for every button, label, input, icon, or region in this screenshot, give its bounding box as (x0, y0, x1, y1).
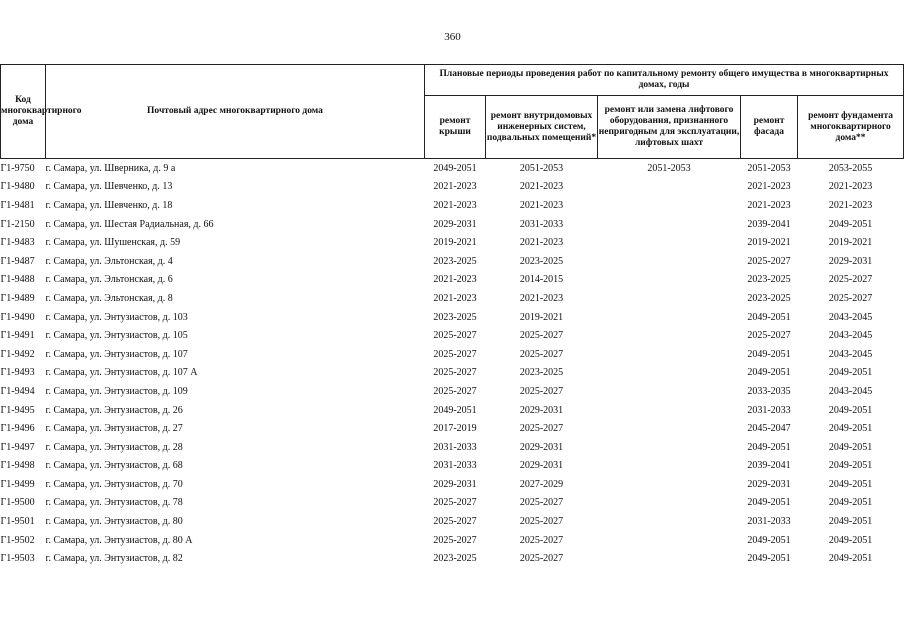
row-elevator (598, 252, 741, 271)
header-code: Код многоквартирного дома (1, 65, 46, 159)
header-facade: ремонт фасада (741, 96, 798, 159)
row-foundation: 2019-2021 (828, 237, 873, 249)
row-engineering: 2025-2027 (519, 423, 564, 435)
row-facade: 2049-2051 (747, 311, 791, 323)
row-engineering: 2021-2023 (519, 237, 564, 249)
row-elevator (598, 345, 741, 364)
row-elevator (598, 531, 741, 550)
row-code: Г1-9488 (0, 274, 35, 286)
table-row (1, 531, 904, 550)
row-address: г. Самара, ул. Энтузиастов, д. 107 А (45, 367, 198, 379)
row-engineering: 2025-2027 (519, 330, 564, 342)
row-foundation: 2049-2051 (828, 497, 873, 509)
row-engineering: 2025-2027 (519, 534, 564, 546)
row-foundation: 2025-2027 (828, 274, 873, 286)
row-code: Г1-9480 (0, 181, 35, 193)
row-facade: 2039-2041 (747, 218, 791, 230)
row-roof: 2025-2027 (433, 385, 477, 397)
row-roof: 2023-2025 (433, 553, 477, 565)
row-code: Г1-9501 (0, 516, 35, 528)
row-code: Г1-9491 (0, 330, 35, 342)
row-elevator (598, 178, 741, 197)
table-row (1, 271, 904, 290)
row-foundation: 2049-2051 (828, 404, 873, 416)
row-facade: 2049-2051 (747, 441, 791, 453)
row-address: г. Самара, ул. Энтузиастов, д. 82 (45, 553, 183, 565)
table-row (1, 494, 904, 513)
row-foundation: 2029-2031 (828, 255, 873, 267)
row-engineering: 2025-2027 (519, 385, 564, 397)
header-foundation: ремонт фундамента многоквартирного дома** (798, 96, 904, 159)
page-number: 360 (444, 31, 461, 43)
table-row (1, 326, 904, 345)
row-elevator (598, 494, 741, 513)
row-address: г. Самара, ул. Энтузиастов, д. 78 (45, 497, 183, 509)
row-engineering: 2021-2023 (519, 292, 564, 304)
row-foundation: 2043-2045 (828, 385, 873, 397)
row-address: г. Самара, ул. Эльтонская, д. 4 (45, 255, 173, 267)
row-address: г. Самара, ул. Энтузиастов, д. 70 (45, 478, 183, 490)
row-code: Г1-9487 (0, 255, 35, 267)
row-engineering: 2023-2025 (519, 367, 564, 379)
table-row (1, 382, 904, 401)
row-code: Г1-2150 (0, 218, 35, 230)
row-foundation: 2053-2055 (828, 162, 873, 174)
table-row (1, 419, 904, 438)
row-elevator (598, 215, 741, 234)
row-elevator: 2051-2053 (647, 162, 691, 174)
table-row (1, 233, 904, 252)
row-code: Г1-9490 (0, 311, 35, 323)
row-roof: 2019-2021 (433, 237, 477, 249)
table-row (1, 159, 904, 178)
table-row (1, 196, 904, 215)
capital-repair-table (0, 64, 904, 568)
header-periods: Плановые периоды проведения работ по капитальному ремонту общего имущества в многоквартирных домах, годы (425, 65, 904, 96)
row-elevator (598, 475, 741, 494)
row-foundation: 2043-2045 (828, 311, 873, 323)
header-address: Почтовый адрес многоквартирного дома (46, 65, 425, 159)
row-engineering: 2025-2027 (519, 516, 564, 528)
row-engineering: 2025-2027 (519, 497, 564, 509)
table-row (1, 438, 904, 457)
row-elevator (598, 438, 741, 457)
header-roof: ремонт крыши (425, 96, 486, 159)
row-roof: 2049-2051 (433, 404, 477, 416)
row-facade: 2039-2041 (747, 460, 791, 472)
row-elevator (598, 512, 741, 531)
row-elevator (598, 233, 741, 252)
row-elevator (598, 289, 741, 308)
row-roof: 2021-2023 (433, 181, 477, 193)
row-address: г. Самара, ул. Эльтонская, д. 8 (45, 292, 173, 304)
row-roof: 2025-2027 (433, 497, 477, 509)
row-foundation: 2049-2051 (828, 367, 873, 379)
row-address: г. Самара, ул. Энтузиастов, д. 80 А (45, 534, 193, 546)
row-elevator (598, 401, 741, 420)
row-roof: 2023-2025 (433, 311, 477, 323)
row-facade: 2019-2021 (747, 237, 791, 249)
row-facade: 2049-2051 (747, 534, 791, 546)
row-foundation: 2025-2027 (828, 292, 873, 304)
row-code: Г1-9497 (0, 441, 35, 453)
row-foundation: 2049-2051 (828, 460, 873, 472)
row-facade: 2021-2023 (747, 181, 791, 193)
row-code: Г1-9502 (0, 534, 35, 546)
header-engineering: ремонт внутридомовых инженерных систем, подвальных помещений* (486, 96, 598, 159)
row-engineering: 2021-2023 (519, 181, 564, 193)
row-engineering: 2014-2015 (519, 274, 564, 286)
row-facade: 2033-2035 (747, 385, 791, 397)
table-row (1, 308, 904, 327)
row-address: г. Самара, ул. Энтузиастов, д. 107 (45, 348, 188, 360)
header-elevator: ремонт или замена лифтового оборудования, признанного непригодным для эксплуатации, лифтовых шахт (598, 96, 741, 159)
table-row (1, 215, 904, 234)
table-row (1, 345, 904, 364)
row-address: г. Самара, ул. Шевченко, д. 18 (45, 199, 173, 211)
row-code: Г1-9495 (0, 404, 35, 416)
row-engineering: 2029-2031 (519, 404, 564, 416)
row-facade: 2023-2025 (747, 274, 791, 286)
row-roof: 2023-2025 (433, 255, 477, 267)
row-facade: 2031-2033 (747, 516, 791, 528)
row-engineering: 2023-2025 (519, 255, 564, 267)
row-foundation: 2021-2023 (828, 181, 873, 193)
row-elevator (598, 457, 741, 476)
row-engineering: 2027-2029 (519, 478, 564, 490)
row-roof: 2025-2027 (433, 534, 477, 546)
row-foundation: 2049-2051 (828, 534, 873, 546)
row-roof: 2025-2027 (433, 348, 477, 360)
row-elevator (598, 419, 741, 438)
row-facade: 2049-2051 (747, 497, 791, 509)
row-foundation: 2021-2023 (828, 199, 873, 211)
row-code: Г1-9492 (0, 348, 35, 360)
row-code: Г1-9499 (0, 478, 35, 490)
row-foundation: 2043-2045 (828, 330, 873, 342)
row-elevator (598, 196, 741, 215)
row-address: г. Самара, ул. Энтузиастов, д. 80 (45, 516, 183, 528)
row-roof: 2029-2031 (433, 478, 477, 490)
table-row (1, 401, 904, 420)
row-code: Г1-9494 (0, 385, 35, 397)
row-roof: 2021-2023 (433, 274, 477, 286)
row-facade: 2021-2023 (747, 199, 791, 211)
row-code: Г1-9750 (0, 162, 35, 174)
row-engineering: 2019-2021 (519, 311, 564, 323)
row-engineering: 2051-2053 (519, 162, 564, 174)
row-code: Г1-9481 (0, 199, 35, 211)
row-roof: 2031-2033 (433, 460, 477, 472)
row-engineering: 2021-2023 (519, 199, 564, 211)
table-row (1, 289, 904, 308)
row-engineering: 2031-2033 (519, 218, 564, 230)
table-row (1, 475, 904, 494)
row-code: Г1-9498 (0, 460, 35, 472)
row-roof: 2025-2027 (433, 330, 477, 342)
row-roof: 2031-2033 (433, 441, 477, 453)
row-facade: 2025-2027 (747, 255, 791, 267)
row-address: г. Самара, ул. Энтузиастов, д. 68 (45, 460, 183, 472)
row-address: г. Самара, ул. Энтузиастов, д. 28 (45, 441, 183, 453)
row-roof: 2021-2023 (433, 292, 477, 304)
row-address: г. Самара, ул. Шверника, д. 9 а (45, 162, 176, 174)
row-facade: 2025-2027 (747, 330, 791, 342)
table-row (1, 252, 904, 271)
table-row (1, 549, 904, 568)
row-facade: 2051-2053 (747, 162, 791, 174)
row-engineering: 2029-2031 (519, 441, 564, 453)
row-foundation: 2049-2051 (828, 553, 873, 565)
row-foundation: 2049-2051 (828, 516, 873, 528)
row-foundation: 2049-2051 (828, 441, 873, 453)
row-roof: 2021-2023 (433, 199, 477, 211)
row-elevator (598, 364, 741, 383)
row-address: г. Самара, ул. Энтузиастов, д. 27 (45, 423, 183, 435)
row-roof: 2025-2027 (433, 367, 477, 379)
row-foundation: 2049-2051 (828, 218, 873, 230)
row-facade: 2045-2047 (747, 423, 791, 435)
row-engineering: 2029-2031 (519, 460, 564, 472)
table-row (1, 178, 904, 197)
row-address: г. Самара, ул. Эльтонская, д. 6 (45, 274, 173, 286)
row-address: г. Самара, ул. Энтузиастов, д. 105 (45, 330, 188, 342)
row-elevator (598, 326, 741, 345)
row-address: г. Самара, ул. Шевченко, д. 13 (45, 181, 173, 193)
row-code: Г1-9483 (0, 237, 35, 249)
row-facade: 2049-2051 (747, 367, 791, 379)
row-address: г. Самара, ул. Шестая Радиальная, д. 66 (45, 218, 214, 230)
row-code: Г1-9496 (0, 423, 35, 435)
row-code: Г1-9503 (0, 553, 35, 565)
row-engineering: 2025-2027 (519, 553, 564, 565)
row-roof: 2049-2051 (433, 162, 477, 174)
table-body (1, 159, 904, 569)
row-facade: 2049-2051 (747, 348, 791, 360)
row-facade: 2031-2033 (747, 404, 791, 416)
row-facade: 2023-2025 (747, 292, 791, 304)
row-foundation: 2043-2045 (828, 348, 873, 360)
row-facade: 2029-2031 (747, 478, 791, 490)
row-address: г. Самара, ул. Энтузиастов, д. 103 (45, 311, 188, 323)
row-address: г. Самара, ул. Энтузиастов, д. 109 (45, 385, 188, 397)
row-roof: 2029-2031 (433, 218, 477, 230)
row-elevator (598, 382, 741, 401)
row-code: Г1-9493 (0, 367, 35, 379)
row-foundation: 2049-2051 (828, 478, 873, 490)
row-facade: 2049-2051 (747, 553, 791, 565)
row-roof: 2025-2027 (433, 516, 477, 528)
row-address: г. Самара, ул. Энтузиастов, д. 26 (45, 404, 183, 416)
row-elevator (598, 308, 741, 327)
row-foundation: 2049-2051 (828, 423, 873, 435)
row-elevator (598, 549, 741, 568)
table-row (1, 364, 904, 383)
table-row (1, 512, 904, 531)
row-address: г. Самара, ул. Шушенская, д. 59 (45, 237, 181, 249)
row-roof: 2017-2019 (433, 423, 477, 435)
row-code: Г1-9500 (0, 497, 35, 509)
row-code: Г1-9489 (0, 292, 35, 304)
row-engineering: 2025-2027 (519, 348, 564, 360)
table-row (1, 457, 904, 476)
row-elevator (598, 271, 741, 290)
